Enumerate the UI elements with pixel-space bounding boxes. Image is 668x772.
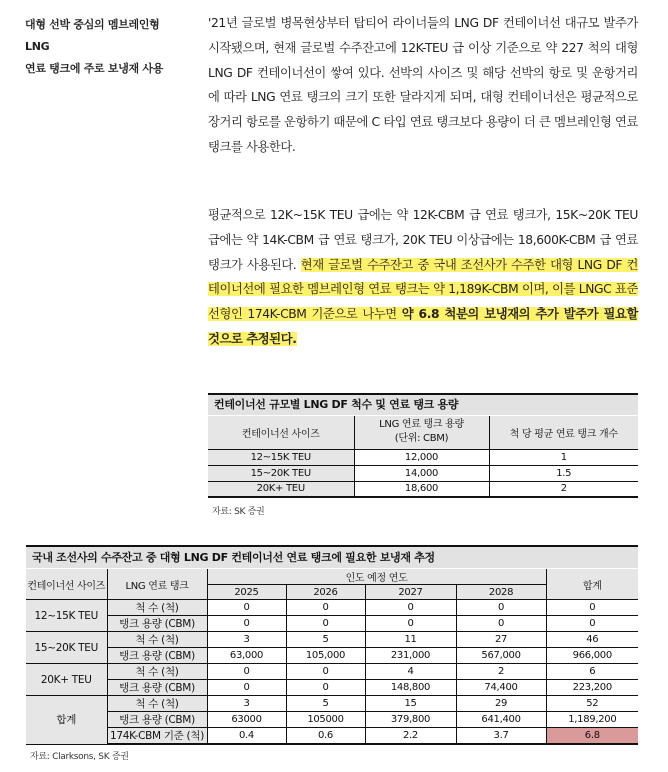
table-row bbox=[26, 600, 638, 616]
table2-cell: 0 bbox=[207, 600, 286, 616]
paragraph-2-highlight-text: 현재 글로벌 수주잔고 중 국내 조선사가 수주한 대형 LNG DF 컨테이너선에 필요한 멤브레인형 연료 탱크는 약 1,189K-CBM 이며, 이를 LNGC 표준 선형인 174K-CBM 기준으로 나누면 bbox=[208, 257, 638, 322]
table2-cell: 3.7 bbox=[456, 728, 546, 745]
table2-cell: 0 bbox=[546, 616, 638, 632]
table1-header-count: 척 당 평균 연료 탱크 개수 bbox=[489, 416, 638, 449]
side-label-line-2: 연료 탱크에 주로 보냉재 사용 bbox=[25, 62, 164, 75]
table-row bbox=[26, 632, 638, 648]
table2-cell: 27 bbox=[456, 632, 546, 648]
table2-header-delivery: 인도 예정 연도 bbox=[207, 569, 546, 585]
table2-body bbox=[26, 600, 638, 745]
table2-cell: 3 bbox=[207, 696, 286, 712]
table-row bbox=[26, 616, 638, 632]
table2-cell: 0 bbox=[286, 616, 365, 632]
table2-cell: 0 bbox=[456, 616, 546, 632]
table2-row-label: 탱크 용량 (CBM) bbox=[107, 648, 207, 664]
table-row bbox=[208, 481, 638, 497]
table-row bbox=[26, 648, 638, 664]
side-label-line-1: 대형 선박 중심의 멤브레인형 LNG bbox=[25, 18, 160, 53]
table2-cell: 0 bbox=[365, 616, 456, 632]
table-row bbox=[26, 728, 638, 745]
table2-cell: 0 bbox=[365, 600, 456, 616]
side-label bbox=[25, 14, 185, 80]
table2-header-year: 2025 bbox=[207, 585, 286, 600]
table2-cell: 0 bbox=[207, 616, 286, 632]
table-row bbox=[26, 680, 638, 696]
table2-group-name: 20K+ TEU bbox=[26, 664, 107, 696]
table2-row-label: 탱크 용량 (CBM) bbox=[107, 680, 207, 696]
table2-cell: 29 bbox=[456, 696, 546, 712]
table1-cell: 2 bbox=[489, 481, 638, 497]
table2-cell: 0.4 bbox=[207, 728, 286, 745]
table2-header-size: 컨테이너선 사이즈 bbox=[26, 569, 107, 600]
table-row bbox=[208, 449, 638, 465]
table2-group-name: 합계 bbox=[26, 696, 107, 745]
table1-cell: 12,000 bbox=[354, 449, 489, 465]
table2-row-label: 탱크 용량 (CBM) bbox=[107, 712, 207, 728]
table2-cell: 52 bbox=[546, 696, 638, 712]
table-row bbox=[208, 465, 638, 481]
table2-cell: 3 bbox=[207, 632, 286, 648]
table2-cell: 0 bbox=[207, 664, 286, 680]
table2-cell: 231,000 bbox=[365, 648, 456, 664]
table2-cell: 5 bbox=[286, 632, 365, 648]
table2-cell: 966,000 bbox=[546, 648, 638, 664]
table2-cell: 379,800 bbox=[365, 712, 456, 728]
table2-cell: 15 bbox=[365, 696, 456, 712]
table1-cell: 12~15K TEU bbox=[208, 449, 354, 465]
table2-cell: 63,000 bbox=[207, 648, 286, 664]
table2-group-name: 15~20K TEU bbox=[26, 632, 107, 664]
table2-row-label: 탱크 용량 (CBM) bbox=[107, 616, 207, 632]
table2-cell: 11 bbox=[365, 632, 456, 648]
table2-row-label: 척 수 (척) bbox=[107, 600, 207, 616]
table1-header-row bbox=[208, 416, 638, 449]
paragraph-2-plain: 평균적으로 12K~15K TEU 급에는 약 12K-CBM 급 연료 탱크가, 15K~20K TEU 급에는 약 14K-CBM 급 연료 탱크가, 20K TEU 이상급에는 18,600K-CBM 급 연료 탱크가 사용된다. bbox=[208, 208, 638, 272]
table2-cell: 2.2 bbox=[365, 728, 456, 745]
table1-header-capacity: LNG 연료 탱크 용량 (단위: CBM) bbox=[354, 416, 489, 449]
table2-cell: 223,200 bbox=[546, 680, 638, 696]
table1-cell: 18,600 bbox=[354, 481, 489, 497]
table1-cell: 15~20K TEU bbox=[208, 465, 354, 481]
table2-title: 국내 조선사의 수주잔고 중 대형 LNG DF 컨테이너선 연료 탱크에 필요한 보냉재 추정 bbox=[26, 545, 638, 568]
table2-cell: 5 bbox=[286, 696, 365, 712]
table2-cell: 0 bbox=[207, 680, 286, 696]
table2-cell: 148,800 bbox=[365, 680, 456, 696]
table1-cell: 1 bbox=[489, 449, 638, 465]
table2-cell: 0 bbox=[286, 680, 365, 696]
table2 bbox=[26, 569, 638, 745]
table2-header-total: 합계 bbox=[546, 569, 638, 600]
table2-header-year: 2027 bbox=[365, 585, 456, 600]
table2-header-row-1 bbox=[26, 569, 638, 585]
paragraph-2-highlight-bold: 약 6.8 척분의 보냉재의 추가 발주가 필요할 것으로 추정된다. bbox=[208, 307, 638, 346]
table2-cell: 6 bbox=[546, 664, 638, 680]
table2-header-year: 2028 bbox=[456, 585, 546, 600]
table2-cell: 0.6 bbox=[286, 728, 365, 745]
table2-group-name: 12~15K TEU bbox=[26, 600, 107, 632]
table1-cell: 14,000 bbox=[354, 465, 489, 481]
table2-cell: 63000 bbox=[207, 712, 286, 728]
table-row bbox=[26, 664, 638, 680]
table2-cell: 567,000 bbox=[456, 648, 546, 664]
table2-header-tank: LNG 연료 탱크 bbox=[107, 569, 207, 600]
table2-cell: 0 bbox=[286, 664, 365, 680]
table-row bbox=[26, 712, 638, 728]
table2-cell: 6.8 bbox=[546, 728, 638, 745]
table1-cell: 1.5 bbox=[489, 465, 638, 481]
table2-row-label: 척 수 (척) bbox=[107, 632, 207, 648]
paragraph-2 bbox=[208, 203, 638, 352]
table2-cell: 74,400 bbox=[456, 680, 546, 696]
table2-header-year: 2026 bbox=[286, 585, 365, 600]
table1 bbox=[208, 416, 638, 498]
table2-row-label: 척 수 (척) bbox=[107, 664, 207, 680]
table2-row-label: 척 수 (척) bbox=[107, 696, 207, 712]
table2-cell: 641,400 bbox=[456, 712, 546, 728]
table1-title: 컨테이너선 규모별 LNG DF 척수 및 연료 탱크 용량 bbox=[208, 393, 638, 415]
table2-row-label: 174K-CBM 기준 (척) bbox=[107, 728, 207, 745]
table1-header-size: 컨테이너선 사이즈 bbox=[208, 416, 354, 449]
table1-cell: 20K+ TEU bbox=[208, 481, 354, 497]
table-row bbox=[26, 696, 638, 712]
table2-source: 자료: Clarksons, SK 증권 bbox=[30, 752, 129, 762]
table1-source: 자료: SK 증권 bbox=[212, 507, 265, 517]
table2-cell: 0 bbox=[546, 600, 638, 616]
table2-cell: 105000 bbox=[286, 712, 365, 728]
table2-cell: 0 bbox=[456, 600, 546, 616]
paragraph-1: '21년 글로벌 병목현상부터 탑티어 라이너들의 LNG DF 컨테이너선 대규모 발주가 시작됐으며, 현재 글로벌 수주잔고에 12K-TEU 급 이상 기준으로 약 227 척의 대형 LNG DF 컨테이너선이 쌓여 있다. 선박의 사이즈 및 해당 선박의 항로 및 운항거리에 따라 LNG 연료 탱크의 크기 또한 달라지게 되며, 대형 컨테이너선은 평균적으로 장거리 항로를 운항하기 때문에 C 타입 연료 탱크보다 용량이 더 큰 멤브레인형 연료 탱크를 사용한다. bbox=[208, 16, 638, 154]
table2-cell: 4 bbox=[365, 664, 456, 680]
table2-cell: 2 bbox=[456, 664, 546, 680]
table2-cell: 105,000 bbox=[286, 648, 365, 664]
table2-cell: 0 bbox=[286, 600, 365, 616]
table2-cell: 46 bbox=[546, 632, 638, 648]
table2-cell: 1,189,200 bbox=[546, 712, 638, 728]
